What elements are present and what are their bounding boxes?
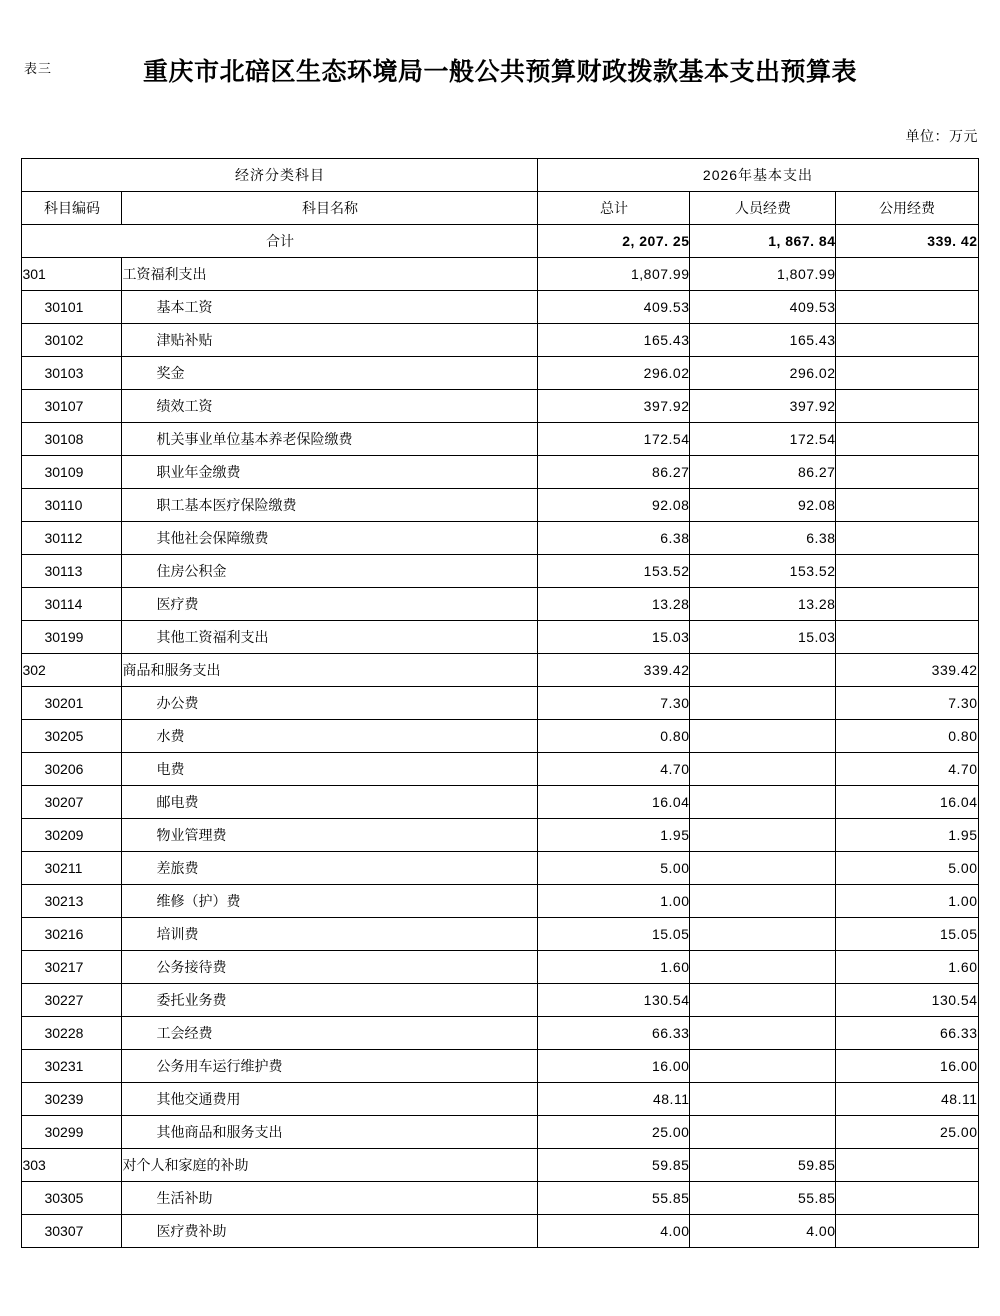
header-col-public: 公用经费 xyxy=(836,192,978,225)
cell-amount-personnel xyxy=(690,819,836,852)
table-row xyxy=(22,522,978,555)
table-row xyxy=(22,819,978,852)
cell-amount-personnel: 15.03 xyxy=(690,621,836,654)
cell-amount-personnel xyxy=(690,984,836,1017)
cell-subject-name: 医疗费补助 xyxy=(122,1215,538,1248)
cell-subject-name: 奖金 xyxy=(122,357,538,390)
cell-amount-total: 92.08 xyxy=(538,489,690,522)
cell-amount-public: 15.05 xyxy=(836,918,978,951)
cell-subject-code: 30201 xyxy=(22,687,122,720)
cell-amount-total: 165.43 xyxy=(538,324,690,357)
cell-subject-code: 30307 xyxy=(22,1215,122,1248)
cell-amount-public: 5.00 xyxy=(836,852,978,885)
cell-subject-name: 其他工资福利支出 xyxy=(122,621,538,654)
cell-amount-personnel: 86.27 xyxy=(690,456,836,489)
table-row xyxy=(22,357,978,390)
table-head xyxy=(22,159,978,225)
cell-subject-code: 30107 xyxy=(22,390,122,423)
cell-amount-public: 66.33 xyxy=(836,1017,978,1050)
cell-amount-personnel: 397.92 xyxy=(690,390,836,423)
table-row xyxy=(22,291,978,324)
cell-amount-public xyxy=(836,621,978,654)
table-row-total xyxy=(22,225,978,258)
cell-amount-total: 130.54 xyxy=(538,984,690,1017)
cell-subject-name: 绩效工资 xyxy=(122,390,538,423)
table-body xyxy=(22,225,978,1248)
header-group-row xyxy=(22,159,978,192)
cell-amount-public: 7.30 xyxy=(836,687,978,720)
header-col-name: 科目名称 xyxy=(122,192,538,225)
cell-subject-code: 30228 xyxy=(22,1017,122,1050)
cell-amount-total: 7.30 xyxy=(538,687,690,720)
cell-amount-public xyxy=(836,258,978,291)
cell-amount-total: 1.60 xyxy=(538,951,690,984)
cell-amount-personnel: 153.52 xyxy=(690,555,836,588)
table-row xyxy=(22,456,978,489)
cell-amount-personnel xyxy=(690,786,836,819)
cell-amount-public xyxy=(836,1182,978,1215)
cell-subject-code: 30227 xyxy=(22,984,122,1017)
cell-amount-total: 339.42 xyxy=(538,654,690,687)
table-row xyxy=(22,390,978,423)
cell-subject-code: 303 xyxy=(22,1149,122,1182)
cell-amount-public: 1.95 xyxy=(836,819,978,852)
cell-subject-code: 301 xyxy=(22,258,122,291)
cell-amount-total: 0.80 xyxy=(538,720,690,753)
page-title: 重庆市北碚区生态环境局一般公共预算财政拨款基本支出预算表 xyxy=(142,59,857,86)
cell-amount-total: 397.92 xyxy=(538,390,690,423)
cell-amount-total: 1.95 xyxy=(538,819,690,852)
cell-subject-name: 其他社会保障缴费 xyxy=(122,522,538,555)
header-column-row xyxy=(22,192,978,225)
table-row xyxy=(22,1116,978,1149)
cell-amount-personnel xyxy=(690,951,836,984)
cell-amount-total: 86.27 xyxy=(538,456,690,489)
cell-amount-personnel xyxy=(690,1116,836,1149)
cell-amount-total: 16.04 xyxy=(538,786,690,819)
cell-amount-personnel: 409.53 xyxy=(690,291,836,324)
cell-subject-name: 邮电费 xyxy=(122,786,538,819)
cell-subject-name: 电费 xyxy=(122,753,538,786)
cell-amount-public xyxy=(836,522,978,555)
cell-amount-total: 409.53 xyxy=(538,291,690,324)
header-col-personnel: 人员经费 xyxy=(690,192,836,225)
cell-amount-personnel xyxy=(690,852,836,885)
cell-subject-name: 津贴补贴 xyxy=(122,324,538,357)
cell-amount-personnel: 55.85 xyxy=(690,1182,836,1215)
table-row xyxy=(22,423,978,456)
cell-subject-name: 医疗费 xyxy=(122,588,538,621)
cell-subject-code: 30103 xyxy=(22,357,122,390)
cell-amount-public: 130.54 xyxy=(836,984,978,1017)
cell-subject-code: 30239 xyxy=(22,1083,122,1116)
cell-amount-public xyxy=(836,357,978,390)
total-value-public: 339. 42 xyxy=(836,225,978,258)
cell-amount-total: 4.00 xyxy=(538,1215,690,1248)
cell-amount-total: 1,807.99 xyxy=(538,258,690,291)
cell-subject-name: 商品和服务支出 xyxy=(122,654,538,687)
cell-amount-personnel: 13.28 xyxy=(690,588,836,621)
cell-amount-public xyxy=(836,555,978,588)
table-row xyxy=(22,852,978,885)
cell-subject-code: 30101 xyxy=(22,291,122,324)
cell-amount-personnel xyxy=(690,1083,836,1116)
cell-subject-name: 差旅费 xyxy=(122,852,538,885)
table-row xyxy=(22,720,978,753)
cell-subject-name: 基本工资 xyxy=(122,291,538,324)
cell-amount-public xyxy=(836,1215,978,1248)
cell-subject-name: 职业年金缴费 xyxy=(122,456,538,489)
table-row xyxy=(22,918,978,951)
total-value-total: 2, 207. 25 xyxy=(538,225,690,258)
cell-subject-name: 机关事业单位基本养老保险缴费 xyxy=(122,423,538,456)
cell-subject-name: 水费 xyxy=(122,720,538,753)
table-row xyxy=(22,1017,978,1050)
cell-subject-name: 职工基本医疗保险缴费 xyxy=(122,489,538,522)
cell-amount-public xyxy=(836,588,978,621)
table-row xyxy=(22,489,978,522)
cell-subject-name: 对个人和家庭的补助 xyxy=(122,1149,538,1182)
total-value-personnel: 1, 867. 84 xyxy=(690,225,836,258)
cell-subject-name: 其他商品和服务支出 xyxy=(122,1116,538,1149)
cell-subject-name: 其他交通费用 xyxy=(122,1083,538,1116)
table-row xyxy=(22,951,978,984)
cell-amount-total: 25.00 xyxy=(538,1116,690,1149)
cell-subject-code: 30216 xyxy=(22,918,122,951)
cell-subject-name: 工资福利支出 xyxy=(122,258,538,291)
document-page xyxy=(0,52,1000,1316)
cell-subject-code: 30205 xyxy=(22,720,122,753)
cell-amount-total: 13.28 xyxy=(538,588,690,621)
cell-amount-public: 1.00 xyxy=(836,885,978,918)
table-row xyxy=(22,885,978,918)
cell-amount-total: 15.03 xyxy=(538,621,690,654)
cell-amount-total: 5.00 xyxy=(538,852,690,885)
cell-amount-total: 48.11 xyxy=(538,1083,690,1116)
cell-amount-personnel xyxy=(690,687,836,720)
cell-subject-name: 公务接待费 xyxy=(122,951,538,984)
table-row xyxy=(22,1149,978,1182)
cell-amount-total: 153.52 xyxy=(538,555,690,588)
table-row xyxy=(22,687,978,720)
cell-subject-name: 办公费 xyxy=(122,687,538,720)
cell-amount-personnel xyxy=(690,753,836,786)
cell-subject-code: 30102 xyxy=(22,324,122,357)
cell-subject-code: 30206 xyxy=(22,753,122,786)
cell-subject-name: 维修（护）费 xyxy=(122,885,538,918)
cell-amount-personnel xyxy=(690,720,836,753)
unit-note: 单位：万元 xyxy=(905,130,978,145)
header-col-total: 总计 xyxy=(538,192,690,225)
cell-amount-total: 55.85 xyxy=(538,1182,690,1215)
cell-subject-name: 培训费 xyxy=(122,918,538,951)
table-row xyxy=(22,621,978,654)
cell-amount-total: 59.85 xyxy=(538,1149,690,1182)
cell-amount-public: 0.80 xyxy=(836,720,978,753)
cell-amount-personnel xyxy=(690,654,836,687)
cell-subject-name: 委托业务费 xyxy=(122,984,538,1017)
cell-subject-code: 30114 xyxy=(22,588,122,621)
table-row xyxy=(22,1215,978,1248)
header-group-basic-expenditure: 2026年基本支出 xyxy=(538,159,978,192)
cell-subject-code: 30299 xyxy=(22,1116,122,1149)
cell-subject-code: 30305 xyxy=(22,1182,122,1215)
table-row xyxy=(22,588,978,621)
cell-amount-public xyxy=(836,291,978,324)
cell-amount-public xyxy=(836,489,978,522)
cell-subject-code: 30112 xyxy=(22,522,122,555)
table-row xyxy=(22,555,978,588)
cell-subject-name: 物业管理费 xyxy=(122,819,538,852)
table-row xyxy=(22,1083,978,1116)
table-row xyxy=(22,984,978,1017)
cell-amount-total: 4.70 xyxy=(538,753,690,786)
cell-subject-code: 30110 xyxy=(22,489,122,522)
cell-amount-public xyxy=(836,324,978,357)
cell-amount-personnel xyxy=(690,885,836,918)
budget-table xyxy=(21,158,978,1248)
cell-amount-personnel xyxy=(690,918,836,951)
cell-subject-code: 30217 xyxy=(22,951,122,984)
cell-amount-personnel: 165.43 xyxy=(690,324,836,357)
cell-subject-name: 住房公积金 xyxy=(122,555,538,588)
table-row xyxy=(22,786,978,819)
cell-subject-code: 30113 xyxy=(22,555,122,588)
cell-amount-total: 66.33 xyxy=(538,1017,690,1050)
cell-subject-code: 30209 xyxy=(22,819,122,852)
cell-amount-personnel xyxy=(690,1050,836,1083)
cell-subject-code: 30199 xyxy=(22,621,122,654)
cell-amount-personnel: 59.85 xyxy=(690,1149,836,1182)
cell-subject-name: 生活补助 xyxy=(122,1182,538,1215)
cell-amount-public: 25.00 xyxy=(836,1116,978,1149)
cell-amount-public xyxy=(836,423,978,456)
cell-subject-code: 30231 xyxy=(22,1050,122,1083)
cell-amount-public: 16.00 xyxy=(836,1050,978,1083)
cell-amount-personnel: 172.54 xyxy=(690,423,836,456)
cell-amount-public: 16.04 xyxy=(836,786,978,819)
cell-amount-public: 339.42 xyxy=(836,654,978,687)
cell-amount-personnel: 92.08 xyxy=(690,489,836,522)
cell-amount-total: 296.02 xyxy=(538,357,690,390)
cell-amount-total: 6.38 xyxy=(538,522,690,555)
cell-subject-code: 30108 xyxy=(22,423,122,456)
cell-amount-personnel: 4.00 xyxy=(690,1215,836,1248)
cell-amount-public: 48.11 xyxy=(836,1083,978,1116)
cell-amount-total: 16.00 xyxy=(538,1050,690,1083)
table-row xyxy=(22,654,978,687)
cell-amount-public: 1.60 xyxy=(836,951,978,984)
table-row xyxy=(22,1050,978,1083)
header-group-economic: 经济分类科目 xyxy=(22,159,538,192)
sheet-label: 表三 xyxy=(24,61,53,76)
cell-amount-public xyxy=(836,390,978,423)
cell-subject-name: 公务用车运行维护费 xyxy=(122,1050,538,1083)
cell-amount-public xyxy=(836,456,978,489)
cell-subject-code: 30207 xyxy=(22,786,122,819)
cell-amount-total: 1.00 xyxy=(538,885,690,918)
table-row xyxy=(22,1182,978,1215)
cell-amount-total: 172.54 xyxy=(538,423,690,456)
cell-subject-code: 30211 xyxy=(22,852,122,885)
cell-subject-code: 30213 xyxy=(22,885,122,918)
cell-amount-personnel xyxy=(690,1017,836,1050)
cell-amount-total: 15.05 xyxy=(538,918,690,951)
table-row xyxy=(22,324,978,357)
cell-amount-public: 4.70 xyxy=(836,753,978,786)
cell-amount-personnel: 6.38 xyxy=(690,522,836,555)
header-col-code: 科目编码 xyxy=(22,192,122,225)
cell-subject-code: 30109 xyxy=(22,456,122,489)
cell-subject-code: 302 xyxy=(22,654,122,687)
cell-amount-personnel: 296.02 xyxy=(690,357,836,390)
cell-amount-public xyxy=(836,1149,978,1182)
total-label: 合计 xyxy=(22,225,538,258)
cell-amount-personnel: 1,807.99 xyxy=(690,258,836,291)
cell-subject-name: 工会经费 xyxy=(122,1017,538,1050)
table-row xyxy=(22,258,978,291)
table-row xyxy=(22,753,978,786)
